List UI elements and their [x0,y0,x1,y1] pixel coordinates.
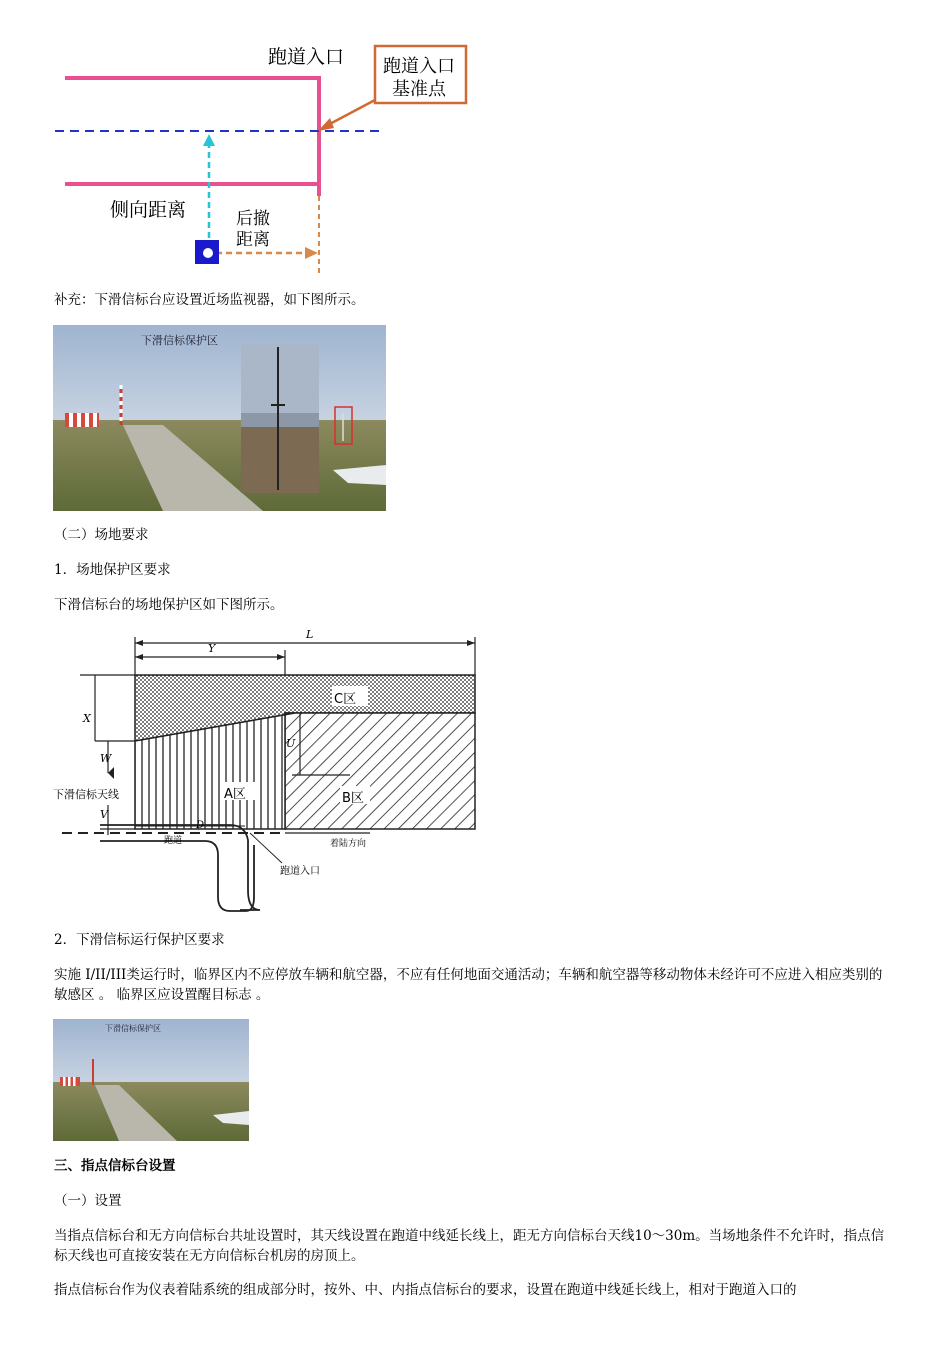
photo2-caption: 下滑信标保护区 [105,1024,161,1033]
protection-zone-photo [53,1019,249,1141]
label-lateral-distance: 侧向距离 [110,199,187,221]
section-3-sub: （一）设置 [54,1193,122,1209]
dim-label-U: U [286,737,296,750]
antenna-label: 下滑信标天线 [53,788,119,801]
label-ref-point-1: 跑道入口 [383,56,455,77]
sub-1-title: 1．场地保护区要求 [54,562,171,578]
section-2-title: （二）场地要求 [54,527,149,543]
callout-arrow-line [326,100,375,126]
dim-label-V: V [100,808,108,821]
dim-label-D: D [196,820,205,831]
dim-label-L: L [306,628,314,641]
antenna-marker-dot [203,248,213,258]
dim-label-X: X [83,712,91,725]
label-setback-2: 距离 [236,230,270,250]
zone-b-label: B区 [342,791,364,806]
section-3-para-1: 当指点信标台和无方向信标台共址设置时，其天线设置在跑道中线延长线上，距无方向信标台天线10～30m。当场地条件不允许时，指点信标天线也可直接安装在无方向信标台机房的房顶上。 [54,1228,885,1264]
lateral-arrow-head [203,134,215,146]
runway-entrance-label: 跑道入口 [280,866,320,877]
dim-label-W: W [100,752,112,765]
supplement-text: 补充：下滑信标台应设置近场监视器，如下图所示。 [54,292,365,308]
label-ref-point-2: 基准点 [392,79,446,100]
photo1-caption: 下滑信标保护区 [141,334,218,347]
glide-slope-photo-image [53,325,386,511]
label-runway-entrance: 跑道入口 [268,46,345,68]
protection-zone-diagram [50,625,490,920]
sub-1-text: 下滑信标台的场地保护区如下图所示。 [54,597,284,613]
zone-a-label: A区 [224,787,246,802]
zone-b-area [285,713,475,829]
zone-c-label: C区 [334,692,357,707]
protection-zone-photo-image [53,1019,249,1141]
dim-label-Y: Y [208,642,216,655]
section-3-para-2: 指点信标台作为仪表着陆系统的组成部分时，按外、中、内指点信标台的要求，设置在跑道中线延长线上，相对于跑道入口的 [54,1282,797,1298]
label-setback-1: 后撤 [236,209,270,229]
section-3-title: 三、指点信标台设置 [54,1158,176,1174]
runway-label: 跑道 [164,836,183,846]
sub-2-text: 实施 I/II/III类运行时，临界区内不应停放车辆和航空器，不应有任何地面交通活动；车辆和航空器等移动物体未经许可不应进入相应类别的敏感区 。 临界区应设置醒目标志 。 [54,967,883,1003]
glide-slope-photo [53,325,386,511]
setback-arrow-head [305,247,318,259]
sub-2-title: 2．下滑信标运行保护区要求 [54,932,225,948]
landing-direction-label: 着陆方向 [330,839,367,849]
